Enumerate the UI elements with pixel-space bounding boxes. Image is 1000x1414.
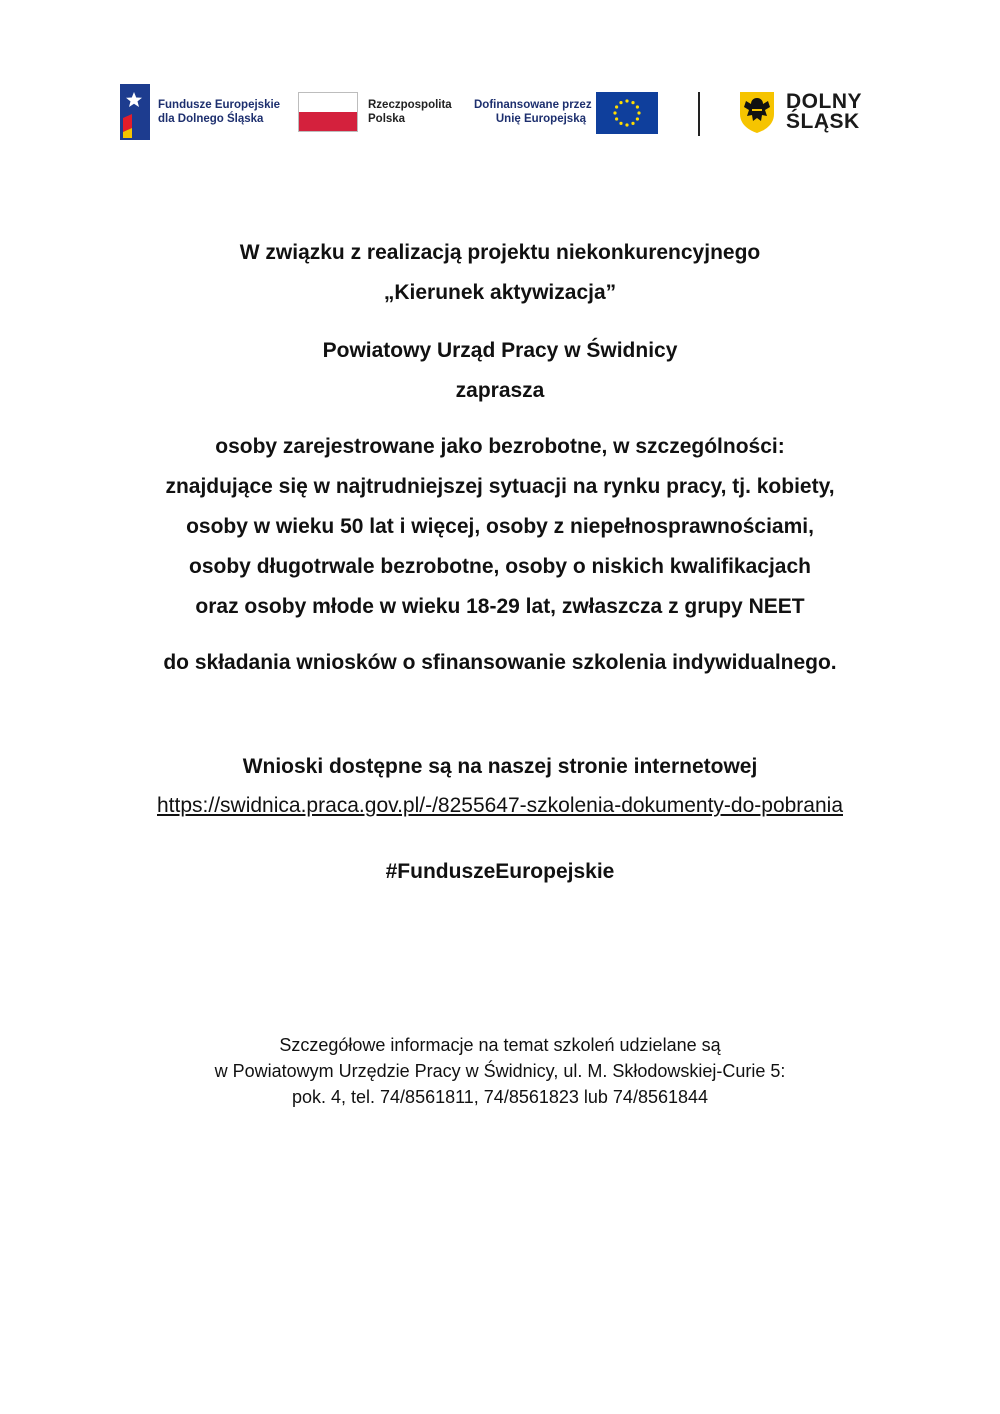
target-group	[90, 432, 910, 622]
forms-link[interactable]: https://swidnica.praca.gov.pl/-/8255647-szkolenia-dokumenty-do-pobrania	[157, 794, 843, 817]
eu-logo-line1: Dofinansowane przez	[474, 99, 592, 111]
invites-text: zaprasza	[455, 379, 545, 402]
contact-info	[90, 1032, 910, 1110]
project-name: „Kierunek aktywizacja”	[383, 281, 617, 304]
target-line: osoby zarejestrowane jako bezrobotne, w szczególności:	[215, 435, 785, 458]
target-line: osoby w wieku 50 lat i więcej, osoby z niepełnosprawnościami,	[186, 515, 814, 538]
target-line: osoby długotrwale bezrobotne, osoby o niskich kwalifikacjach	[189, 555, 811, 578]
contact-line-1: Szczegółowe informacje na temat szkoleń udzielane są	[279, 1035, 721, 1055]
contact-line-3: pok. 4, tel. 74/8561811, 74/8561823 lub 74/8561844	[291, 1087, 709, 1107]
unia-europejska-logo	[474, 92, 674, 136]
contact-line-2: w Powiatowym Urzędzie Pracy w Świdnicy, ul. M. Skłodowskiej-Curie 5:	[214, 1061, 786, 1081]
office-name: Powiatowy Urząd Pracy w Świdnicy	[322, 339, 678, 362]
fundusze-europejskie-mark-icon	[120, 84, 150, 140]
forms-heading: Wnioski dostępne są na naszej stronie internetowej	[242, 755, 758, 778]
dolny-slask-line1: DOLNY	[786, 90, 862, 113]
fundusze-europejskie-logo	[120, 84, 280, 140]
target-line: znajdujące się w najtrudniejszej sytuacji na rynku pracy, tj. kobiety,	[165, 475, 835, 498]
dolny-slask-line2: ŚLĄSK	[786, 110, 860, 133]
hashtag: #FunduszeEuropejskie	[385, 860, 615, 883]
purpose-text: do składania wniosków o sfinansowanie szkolenia indywidualnego.	[163, 651, 837, 674]
logo-divider	[698, 92, 700, 136]
announcement	[90, 238, 910, 887]
polish-flag-icon	[298, 92, 358, 132]
logo-bar	[120, 82, 880, 142]
fundusze-logo-line2: dla Dolnego Śląska	[158, 113, 264, 125]
intro-line-1: W związku z realizacją projektu niekonkurencyjnego	[239, 241, 761, 264]
eagle-shield-icon	[738, 90, 776, 134]
rzeczpospolita-polska-logo	[298, 92, 458, 136]
polska-logo-line1: Rzeczpospolita	[368, 99, 452, 111]
dolny-slask-logo	[738, 90, 878, 138]
eu-logo-line2: Unię Europejską	[495, 113, 586, 125]
target-line: oraz osoby młode w wieku 18-29 lat, zwłaszcza z grupy NEET	[195, 595, 805, 618]
fundusze-logo-line1: Fundusze Europejskie	[158, 99, 281, 111]
eu-flag-icon	[596, 92, 658, 134]
polska-logo-line2: Polska	[368, 113, 406, 125]
